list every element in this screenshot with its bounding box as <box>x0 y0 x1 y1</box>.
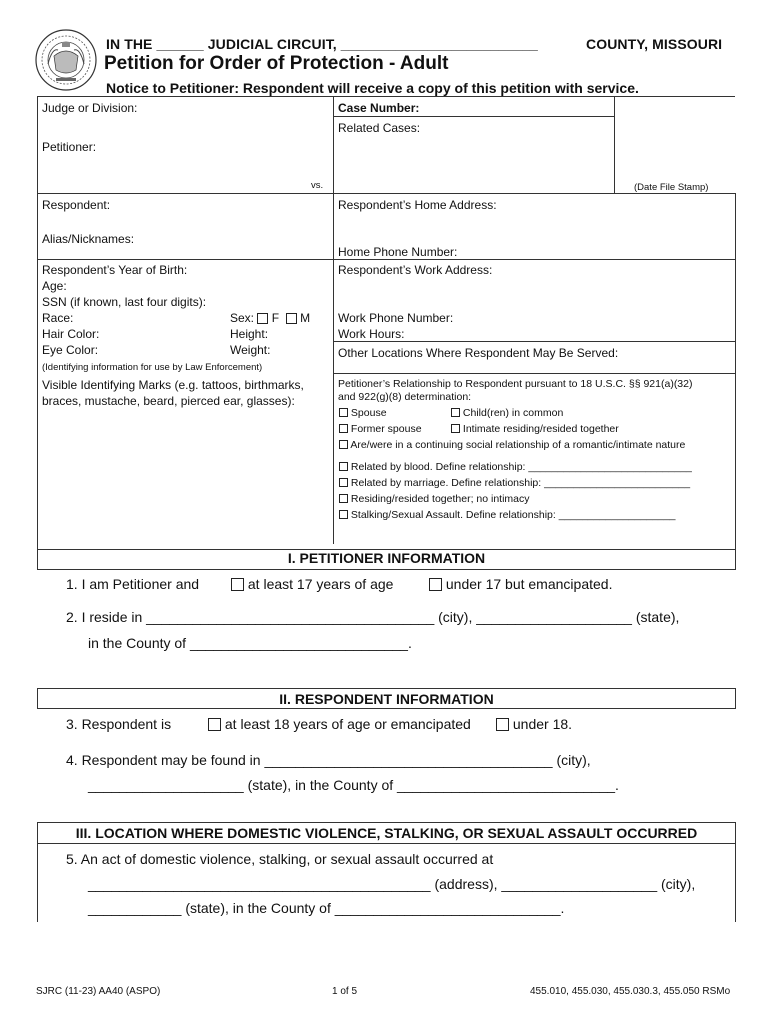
item-5-line-3: ____________ (state), in the County of _____________________________. <box>88 900 565 916</box>
rel-blood-label: Related by blood. Define relationship: ____________________________ <box>350 461 692 473</box>
rel-intimate-checkbox[interactable] <box>451 424 460 433</box>
section-2-title: II. RESPONDENT INFORMATION <box>279 691 494 707</box>
rel-children-checkbox[interactable] <box>451 408 460 417</box>
work-phone-label: Work Phone Number: <box>338 311 454 325</box>
petitioner-label: Petitioner: <box>42 140 97 154</box>
relationship-label-2: and 922(g)(8) determination: <box>338 391 472 403</box>
sex-m-label: M <box>300 311 311 325</box>
weight-label: Weight: <box>230 343 271 357</box>
item-1-lead: 1. I am Petitioner and <box>66 576 200 592</box>
rel-marriage <box>339 477 690 489</box>
rel-children <box>451 407 563 419</box>
rel-spouse-label: Spouse <box>350 407 387 419</box>
item-1-opt-1-label: at least 17 years of age <box>247 576 394 592</box>
rel-romantic-checkbox[interactable] <box>339 440 348 449</box>
item-3-opt-2-label: under 18. <box>512 716 573 732</box>
rel-spouse <box>339 407 387 419</box>
work-address-label: Respondent’s Work Address: <box>338 263 493 277</box>
identifying-marks-label-2: braces, mustache, beard, pierced ear, glasses): <box>42 394 295 408</box>
race-label: Race: <box>42 311 74 325</box>
work-hours-label: Work Hours: <box>338 327 405 341</box>
home-phone-label: Home Phone Number: <box>338 245 458 259</box>
date-file-stamp-label: (Date File Stamp) <box>634 182 709 193</box>
form-title: Petition for Order of Protection - Adult <box>104 53 449 74</box>
age-label: Age: <box>42 279 67 293</box>
item-4-line-2: ____________________ (state), in the County of ____________________________. <box>88 777 619 793</box>
respondent-label: Respondent: <box>42 198 111 212</box>
statutes: 455.010, 455.030, 455.030.3, 455.050 RSMo <box>530 986 731 997</box>
rel-marriage-label: Related by marriage. Define relationship: _________________________ <box>350 477 691 489</box>
item-1-opt-2 <box>429 576 612 592</box>
item-1 <box>66 576 199 592</box>
page-number: 1 of 5 <box>332 986 358 997</box>
rel-blood-checkbox[interactable] <box>339 462 348 471</box>
relationship-label-1: Petitioner’s Relationship to Respondent pursuant to 18 U.S.C. §§ 921(a)(32) <box>338 378 693 390</box>
rel-intimate-label: Intimate residing/resided together <box>462 423 619 435</box>
item-1-opt-1-checkbox[interactable] <box>231 578 244 591</box>
petitioner-notice: Notice to Petitioner: Respondent will receive a copy of this petition with service. <box>106 80 639 96</box>
rel-romantic-label: Are/were in a continuing social relationship of a romantic/intimate nature <box>350 439 686 451</box>
item-5-line-1: 5. An act of domestic violence, stalking, or sexual assault occurred at <box>66 851 494 867</box>
rel-residing-label: Residing/resided together; no intimacy <box>350 493 530 505</box>
law-enforcement-note: (Identifying information for use by Law Enforcement) <box>42 362 263 373</box>
eye-color-label: Eye Color: <box>42 343 99 357</box>
rel-intimate <box>451 423 619 435</box>
item-4-line-1: 4. Respondent may be found in _____________________________________ (city), <box>66 752 591 768</box>
rel-marriage-checkbox[interactable] <box>339 478 348 487</box>
ssn-label: SSN (if known, last four digits): <box>42 295 207 309</box>
item-3-opt-1-label: at least 18 years of age or emancipated <box>224 716 471 732</box>
court-header-left: IN THE ______ JUDICIAL CIRCUIT, _________________________ <box>106 36 538 52</box>
item-1-opt-2-checkbox[interactable] <box>429 578 442 591</box>
alias-label: Alias/Nicknames: <box>42 232 135 246</box>
court-header <box>106 36 723 52</box>
item-3-opt-1 <box>208 716 471 732</box>
rel-stalking <box>339 509 676 521</box>
section-1-title: I. PETITIONER INFORMATION <box>287 550 486 566</box>
item-5-line-2: ____________________________________________ (address), ____________________ (city), <box>88 876 696 892</box>
rel-children-label: Child(ren) in common <box>462 407 564 419</box>
rel-stalking-label: Stalking/Sexual Assault. Define relationship: ____________________ <box>350 509 676 521</box>
item-3-opt-2-checkbox[interactable] <box>496 718 509 731</box>
sex-f-checkbox[interactable] <box>257 313 268 324</box>
vs-label: vs. <box>311 180 324 191</box>
section-3-title: III. LOCATION WHERE DOMESTIC VIOLENCE, STALKING, OR SEXUAL ASSAULT OCCURRED <box>75 825 698 841</box>
year-of-birth-label: Respondent’s Year of Birth: <box>42 263 188 277</box>
related-cases-label: Related Cases: <box>338 121 421 135</box>
rel-residing-checkbox[interactable] <box>339 494 348 503</box>
rel-blood <box>339 461 692 473</box>
item-1-opt-2-label: under 17 but emancipated. <box>445 576 613 592</box>
item-3-opt-1-checkbox[interactable] <box>208 718 221 731</box>
sex-m-checkbox[interactable] <box>286 313 297 324</box>
identifying-marks-label-1: Visible Identifying Marks (e.g. tattoos, birthmarks, <box>42 378 304 392</box>
court-header-right: COUNTY, MISSOURI <box>586 36 723 52</box>
item-3-lead: 3. Respondent is <box>66 716 172 732</box>
sex-field <box>230 311 310 325</box>
item-2-line-1: 2. I reside in _____________________________________ (city), ____________________ (state), <box>66 609 680 625</box>
rel-spouse-checkbox[interactable] <box>339 408 348 417</box>
missouri-seal-icon <box>34 28 98 92</box>
rel-stalking-checkbox[interactable] <box>339 510 348 519</box>
item-3-opt-2 <box>496 716 572 732</box>
case-number-label: Case Number: <box>338 101 420 115</box>
home-address-label: Respondent’s Home Address: <box>338 198 497 212</box>
hair-color-label: Hair Color: <box>42 327 100 341</box>
rel-former-spouse-label: Former spouse <box>350 423 422 435</box>
item-1-opt-1 <box>231 576 393 592</box>
form-id: SJRC (11-23) AA40 (ASPO) <box>36 986 161 997</box>
sex-f-label: F <box>271 311 280 325</box>
item-2-line-2: in the County of ____________________________. <box>88 635 412 651</box>
rel-residing <box>339 493 530 505</box>
other-locations-label: Other Locations Where Respondent May Be Served: <box>338 346 619 360</box>
height-label: Height: <box>230 327 269 341</box>
rel-former-spouse-checkbox[interactable] <box>339 424 348 433</box>
rel-romantic <box>339 439 685 451</box>
rel-former-spouse <box>339 423 422 435</box>
sex-label: Sex: <box>230 311 255 325</box>
judge-division-label: Judge or Division: <box>42 101 138 115</box>
